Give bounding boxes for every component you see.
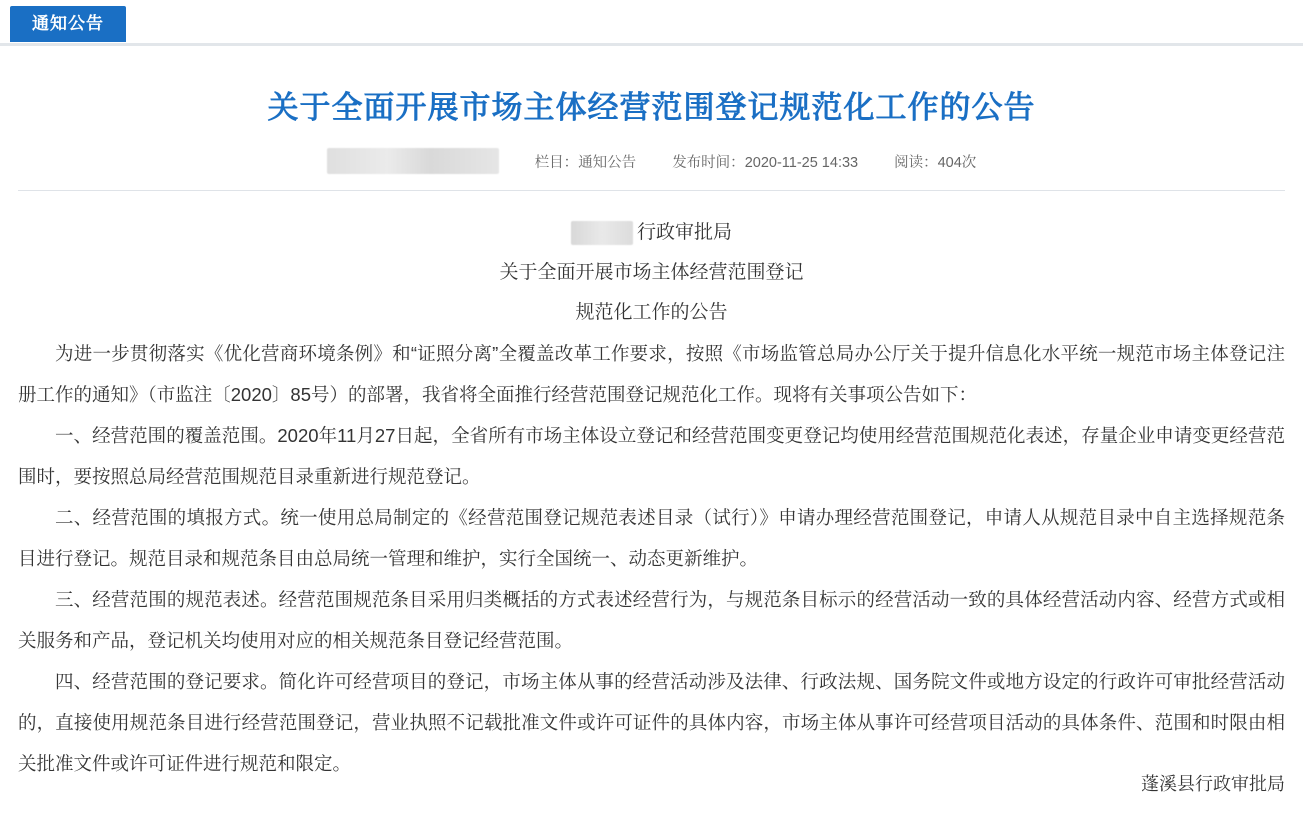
organization-suffix: 行政审批局 <box>636 222 732 243</box>
meta-publish-label: 发布时间： <box>672 154 745 171</box>
body-paragraph-5: 四、经营范围的登记要求。简化许可经营项目的登记，市场主体从事的经营活动涉及法律、行政法规、国务院文件或地方设定的行政许可审批经营活动的，直接使用规范条目进行经营范围登记，营业执照不记载批准文件或许可证件的具体内容，市场主体从事许可经营项目活动的具体条件、范围和时限由相关批准文件或许可证件进行规范和限定。 <box>18 671 1285 774</box>
page-title: 关于全面开展市场主体经营范围登记规范化工作的公告 <box>267 89 1036 125</box>
body-paragraph-1: 为进一步贯彻落实《优化营商环境条例》和“证照分离”全覆盖改革工作要求，按照《市场监管总局办公厅关于提升信息化水平统一规范市场主体登记注册工作的通知》（市监注〔2020〕85号）的部署，我省将全面推行经营范围登记规范化工作。现将有关事项公告如下： <box>18 343 1285 405</box>
article-meta <box>0 148 1303 174</box>
meta-views-label: 阅读： <box>894 154 938 171</box>
author-redacted-block <box>327 148 499 174</box>
body-paragraph-3: 二、经营范围的填报方式。统一使用总局制定的《经营范围登记规范表述目录（试行）》申请办理经营范围登记，申请人从规范目录中自主选择规范条目进行登记。规范目录和规范条目由总局统一管理和维护，实行全国统一、动态更新维护。 <box>18 507 1285 569</box>
document-signature: 蓬溪县行政审批局 <box>1141 774 1285 794</box>
meta-column <box>535 151 637 172</box>
meta-publish-value: 2020-11-25 14:33 <box>744 154 859 171</box>
meta-column-value: 通知公告 <box>578 154 637 171</box>
document-subtitle-line-2: 规范化工作的公告 <box>575 302 728 323</box>
meta-divider <box>18 190 1285 191</box>
organization-redacted-block <box>571 221 633 245</box>
body-paragraph-2: 一、经营范围的覆盖范围。2020年11月27日起，全省所有市场主体设立登记和经营范围变更登记均使用经营范围规范化表述，存量企业申请变更经营范围时，要按照总局经营范围规范目录重新进行规范登记。 <box>18 425 1285 487</box>
issuing-organization <box>18 212 1285 253</box>
meta-views <box>894 151 976 172</box>
category-tab[interactable]: 通知公告 <box>10 6 126 42</box>
meta-publish-time <box>672 151 858 172</box>
body-paragraph-4: 三、经营范围的规范表述。经营范围规范条目采用归类概括的方式表述经营行为，与规范条目标示的经营活动一致的具体经营活动内容、经营方式或相关服务和产品，登记机关均使用对应的相关规范条目登记经营范围。 <box>18 589 1285 651</box>
meta-column-label: 栏目： <box>534 154 579 171</box>
article-body <box>18 205 1285 784</box>
document-subtitle-line-1: 关于全面开展市场主体经营范围登记 <box>499 262 804 283</box>
header-divider <box>0 43 1303 46</box>
meta-views-value: 404次 <box>937 154 977 171</box>
